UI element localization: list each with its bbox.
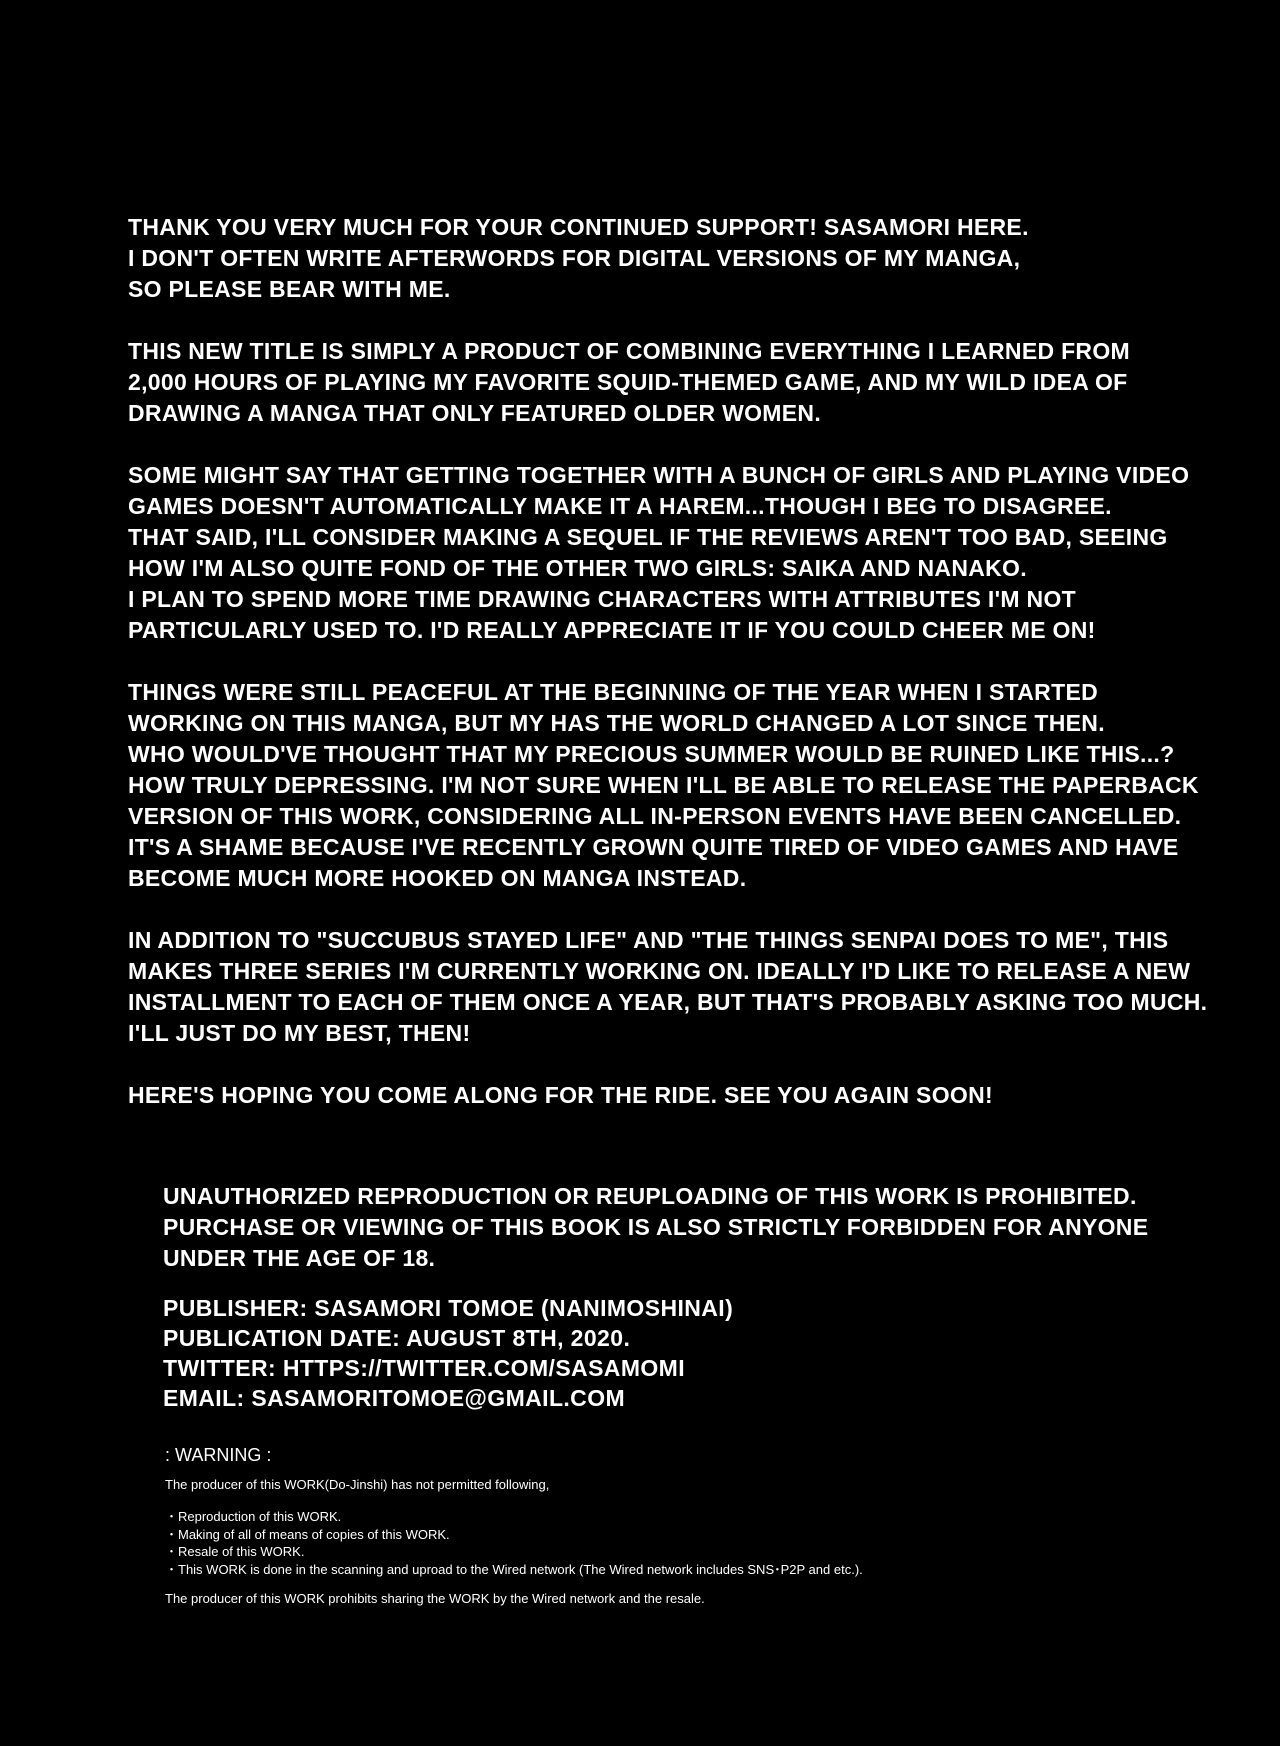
- warning-title: : WARNING :: [165, 1445, 272, 1465]
- warning-item: ・This WORK is done in the scanning and uproad to the Wired network (The Wired network includes SNS･P2P and etc.).: [165, 1561, 863, 1577]
- warning-list: [165, 1508, 1215, 1578]
- text-line: DRAWING A MANGA THAT ONLY FEATURED OLDER WOMEN.: [128, 400, 822, 426]
- warning-item: ・Reproduction of this WORK.: [165, 1509, 342, 1524]
- text-line: HOW I'M ALSO QUITE FOND OF THE OTHER TWO GIRLS: SAIKA AND NANAKO.: [128, 555, 1027, 581]
- afterword-paragraph: [128, 677, 1199, 894]
- publisher-line: PUBLISHER: SASAMORI TOMOE (NANIMOSHINAI): [163, 1295, 734, 1321]
- publication-date-line: PUBLICATION DATE: AUGUST 8TH, 2020.: [163, 1325, 631, 1351]
- text-line: INSTALLMENT TO EACH OF THEM ONCE A YEAR, BUT THAT'S PROBABLY ASKING TOO MUCH.: [128, 989, 1208, 1015]
- text-line: BECOME MUCH MORE HOOKED ON MANGA INSTEAD.: [128, 865, 747, 891]
- text-line: WHO WOULD'VE THOUGHT THAT MY PRECIOUS SUMMER WOULD BE RUINED LIKE THIS...?: [128, 741, 1175, 767]
- text-line: VERSION OF THIS WORK, CONSIDERING ALL IN-PERSON EVENTS HAVE BEEN CANCELLED.: [128, 803, 1182, 829]
- text-line: WORKING ON THIS MANGA, BUT MY HAS THE WORLD CHANGED A LOT SINCE THEN.: [128, 710, 1105, 736]
- twitter-line: TWITTER: HTTPS://TWITTER.COM/SASAMOMI: [163, 1355, 686, 1381]
- text-line: GAMES DOESN'T AUTOMATICALLY MAKE IT A HAREM...THOUGH I BEG TO DISAGREE.: [128, 493, 1112, 519]
- text-line: HERE'S HOPING YOU COME ALONG FOR THE RIDE. SEE YOU AGAIN SOON!: [128, 1082, 993, 1108]
- legal-line: UNDER THE AGE OF 18.: [163, 1245, 436, 1271]
- warning-item: ・Resale of this WORK.: [165, 1544, 305, 1559]
- text-line: SO PLEASE BEAR WITH ME.: [128, 276, 451, 302]
- afterword-paragraph: [128, 1080, 1168, 1111]
- text-line: I PLAN TO SPEND MORE TIME DRAWING CHARACTERS WITH ATTRIBUTES I'M NOT: [128, 586, 1076, 612]
- text-line: THAT SAID, I'LL CONSIDER MAKING A SEQUEL IF THE REVIEWS AREN'T TOO BAD, SEEING: [128, 524, 1168, 550]
- legal-line: UNAUTHORIZED REPRODUCTION OR REUPLOADING OF THIS WORK IS PROHIBITED.: [163, 1183, 1137, 1209]
- afterword-paragraph: [128, 336, 1168, 429]
- text-line: I DON'T OFTEN WRITE AFTERWORDS FOR DIGITAL VERSIONS OF MY MANGA,: [128, 245, 1021, 271]
- text-line: HOW TRULY DEPRESSING. I'M NOT SURE WHEN I'LL BE ABLE TO RELEASE THE PAPERBACK: [128, 772, 1199, 798]
- legal-line: PURCHASE OR VIEWING OF THIS BOOK IS ALSO STRICTLY FORBIDDEN FOR ANYONE: [163, 1214, 1149, 1240]
- text-line: IN ADDITION TO "SUCCUBUS STAYED LIFE" AND "THE THINGS SENPAI DOES TO ME", THIS: [128, 927, 1169, 953]
- email-line: EMAIL: SASAMORITOMOE@GMAIL.COM: [163, 1385, 626, 1411]
- text-line: MAKES THREE SERIES I'M CURRENTLY WORKING ON. IDEALLY I'D LIKE TO RELEASE A NEW: [128, 958, 1191, 984]
- text-line: THINGS WERE STILL PEACEFUL AT THE BEGINNING OF THE YEAR WHEN I STARTED: [128, 679, 1098, 705]
- text-line: PARTICULARLY USED TO. I'D REALLY APPRECIATE IT IF YOU COULD CHEER ME ON!: [128, 617, 1096, 643]
- afterword-paragraph: [128, 460, 1190, 646]
- afterword-text: [128, 212, 1208, 1142]
- text-line: 2,000 HOURS OF PLAYING MY FAVORITE SQUID-THEMED GAME, AND MY WILD IDEA OF: [128, 369, 1128, 395]
- warning-item: ・Making of all of means of copies of this WORK.: [165, 1526, 450, 1542]
- text-line: IT'S A SHAME BECAUSE I'VE RECENTLY GROWN QUITE TIRED OF VIDEO GAMES AND HAVE: [128, 834, 1179, 860]
- warning-outro: The producer of this WORK prohibits sharing the WORK by the Wired network and the resale.: [165, 1591, 705, 1606]
- warning-block: [165, 1443, 1215, 1608]
- publication-credits: [163, 1293, 1163, 1413]
- afterword-paragraph: [128, 212, 1168, 305]
- text-line: THIS NEW TITLE IS SIMPLY A PRODUCT OF COMBINING EVERYTHING I LEARNED FROM: [128, 338, 1130, 364]
- warning-intro: The producer of this WORK(Do-Jinshi) has not permitted following,: [165, 1477, 550, 1492]
- text-line: THANK YOU VERY MUCH FOR YOUR CONTINUED SUPPORT! SASAMORI HERE.: [128, 214, 1029, 240]
- text-line: SOME MIGHT SAY THAT GETTING TOGETHER WITH A BUNCH OF GIRLS AND PLAYING VIDEO: [128, 462, 1190, 488]
- legal-notice: [163, 1181, 1163, 1274]
- afterword-paragraph: [128, 925, 1208, 1049]
- text-line: I'LL JUST DO MY BEST, THEN!: [128, 1020, 471, 1046]
